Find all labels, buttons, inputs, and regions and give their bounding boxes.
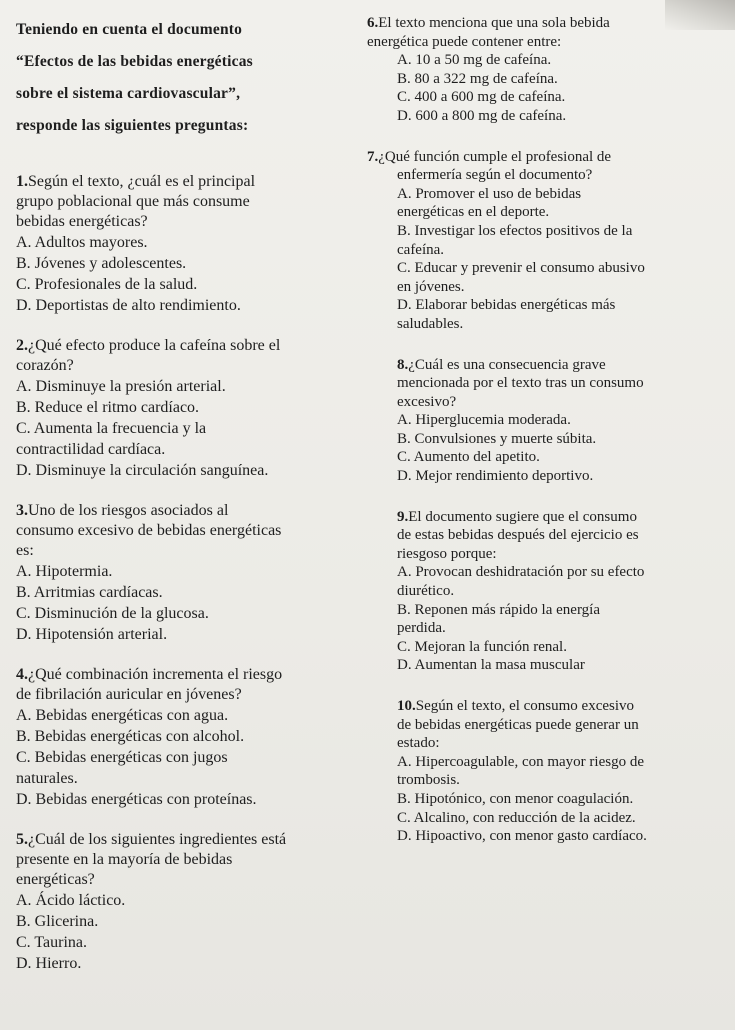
question-stem-line: ¿Qué combinación incrementa el riesgo [28,666,283,683]
question-stem-line: ¿Cuál de los siguientes ingredientes está [28,831,287,848]
question-9 [367,508,729,675]
question-4 [16,665,361,810]
question-stem-line: El documento sugiere que el consumo [408,508,637,525]
answer-option: B. Arritmias cardíacas. [16,584,163,601]
answer-option: en jóvenes. [397,278,465,295]
answer-option: A. Disminuye la presión arterial. [16,378,226,395]
answer-option: B. Hipotónico, con menor coagulación. [397,790,634,807]
question-number: 4. [16,666,28,683]
question-number: 2. [16,337,28,354]
answer-option: B. Glicerina. [16,913,99,930]
answer-option: D. Mejor rendimiento deportivo. [397,468,594,485]
answer-option: C. Taurina. [16,934,88,951]
question-stem-line: Uno de los riesgos asociados al [28,502,229,519]
question-stem-line: grupo poblacional que más consume [16,193,250,210]
answer-option: contractilidad cardíaca. [16,441,166,458]
answer-option: D. Deportistas de alto rendimiento. [16,297,241,314]
answer-option: A. Hipotermia. [16,563,113,580]
answer-option: cafeína. [397,241,445,258]
answer-option: C. 400 a 600 mg de cafeína. [397,89,566,106]
question-3 [16,501,361,645]
answer-option: B. Reduce el ritmo cardíaco. [16,399,200,416]
answer-option: D. Hipotensión arterial. [16,626,168,643]
answer-option: C. Aumenta la frecuencia y la [16,420,207,437]
intro-line: Teniendo en cuenta el documento [16,21,243,38]
answer-option: C. Aumento del apetito. [397,449,540,466]
question-number: 6. [367,15,379,31]
instructions [16,14,361,142]
right-column [367,14,729,846]
answer-option: D. Aumentan la masa muscular [397,657,585,674]
question-6 [367,14,729,126]
question-stem-line: energética puede contener entre: [367,33,562,50]
answer-option: B. 80 a 322 mg de cafeína. [397,70,558,87]
intro-line: sobre el sistema cardiovascular”, [16,85,241,102]
intro-line: responde las siguientes preguntas: [16,117,249,134]
question-stem-line: Según el texto, el consumo excesivo [415,698,635,714]
answer-option: A. Adultos mayores. [16,234,148,251]
question-5 [16,830,361,974]
answer-option: perdida. [397,620,446,637]
answer-option: A. Bebidas energéticas con agua. [16,707,229,724]
question-number: 7. [367,148,379,165]
answer-option: D. 600 a 800 mg de cafeína. [397,107,567,124]
answer-option: B. Bebidas energéticas con alcohol. [16,728,245,745]
question-stem-line: mencionada por el texto tras un consumo [397,375,644,392]
question-stem-line: corazón? [16,357,74,374]
question-stem-line: excesivo? [397,393,457,410]
question-1 [16,172,361,316]
answer-option: B. Investigar los efectos positivos de la [397,222,633,239]
intro-line: “Efectos de las bebidas energéticas [16,53,253,70]
answer-option: D. Hipoactivo, con menor gasto cardíaco. [397,828,647,845]
question-number: 1. [16,173,28,190]
answer-option: naturales. [16,770,78,787]
question-stem-line: de estas bebidas después del ejercicio es [397,527,639,544]
question-2 [16,336,361,481]
answer-option: C. Alcalino, con reducción de la acidez. [397,809,636,826]
question-8 [367,356,729,486]
question-stem-line: ¿Qué efecto produce la cafeína sobre el [28,337,281,354]
question-stem-line: es: [16,542,34,559]
question-stem-line: El texto menciona que una sola bebida [378,15,610,31]
answer-option: D. Elaborar bebidas energéticas más [397,297,616,314]
question-stem-line: Según el texto, ¿cuál es el principal [28,173,256,190]
answer-option: A. Promover el uso de bebidas [397,185,582,202]
question-stem-line: estado: [397,735,440,752]
answer-option: B. Reponen más rápido la energía [397,601,600,618]
question-stem-line: riesgoso porque: [397,545,497,562]
answer-option: D. Bebidas energéticas con proteínas. [16,791,257,808]
question-stem-line: energéticas? [16,871,95,888]
question-number: 5. [16,831,28,848]
answer-option: C. Mejoran la función renal. [397,638,567,655]
answer-option: diurético. [397,583,455,600]
answer-option: C. Profesionales de la salud. [16,276,198,293]
answer-option: C. Educar y prevenir el consumo abusivo [397,260,645,277]
answer-option: D. Disminuye la circulación sanguínea. [16,462,269,479]
answer-option: energéticas en el deporte. [397,204,550,221]
answer-option: A. Ácido láctico. [16,892,126,909]
question-7 [367,148,729,334]
left-column [16,14,361,974]
answer-option: B. Jóvenes y adolescentes. [16,255,187,272]
question-stem-line: presente en la mayoría de bebidas [16,851,233,868]
question-number: 3. [16,502,28,519]
question-number: 10. [397,698,416,714]
answer-option: D. Hierro. [16,955,82,972]
answer-option: C. Disminución de la glucosa. [16,605,209,622]
answer-option: B. Convulsiones y muerte súbita. [397,430,597,447]
question-stem-line: ¿Cuál es una consecuencia grave [408,356,606,373]
answer-option: A. 10 a 50 mg de cafeína. [397,52,552,69]
answer-option: saludables. [397,315,464,332]
answer-option: A. Hipercoagulable, con mayor riesgo de [397,753,644,770]
question-number: 8. [397,356,409,373]
question-stem-line: bebidas energéticas? [16,213,148,230]
question-stem-line: ¿Qué función cumple el profesional de [378,148,612,165]
answer-option: A. Provocan deshidratación por su efecto [397,564,645,581]
question-number: 9. [397,508,409,525]
answer-option: trombosis. [397,772,460,789]
answer-option: C. Bebidas energéticas con jugos [16,749,228,766]
question-stem-line: de bebidas energéticas puede generar un [397,716,639,733]
question-10 [367,697,729,846]
question-stem-line: de fibrilación auricular en jóvenes? [16,686,242,703]
question-stem-line: enfermería según el documento? [397,167,593,184]
question-stem-line: consumo excesivo de bebidas energéticas [16,522,282,539]
answer-option: A. Hiperglucemia moderada. [397,412,571,429]
